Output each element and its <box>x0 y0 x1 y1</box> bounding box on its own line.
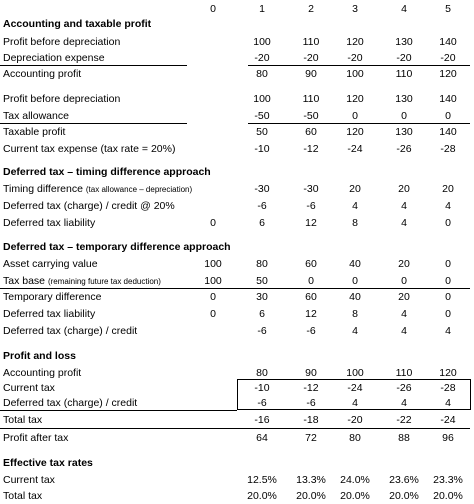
cell-y2: -12 <box>303 143 319 155</box>
cell-y4: -20 <box>396 52 412 64</box>
cell-y2: 72 <box>305 432 317 444</box>
cell-y2: -18 <box>303 414 319 426</box>
section-heading-effective-tax-rates <box>0 456 474 470</box>
cell-y3: 100 <box>346 367 364 379</box>
row-label: Current tax <box>3 474 55 486</box>
section-heading-timing <box>0 165 474 179</box>
cell-y3: 120 <box>346 126 364 138</box>
row-label: Total tax <box>3 414 43 426</box>
cell-y4: -26 <box>396 143 412 155</box>
cell-y3: 8 <box>352 308 358 320</box>
cell-y2: -12 <box>303 382 319 394</box>
cell-y1: 64 <box>256 432 268 444</box>
cell-y1: 80 <box>256 258 268 270</box>
table-row <box>0 489 474 503</box>
divider <box>248 123 470 124</box>
cell-y5: 140 <box>439 126 457 138</box>
row-label: Accounting profit <box>3 68 82 80</box>
cell-y4: 4 <box>401 200 407 212</box>
cell-y3: 80 <box>349 432 361 444</box>
cell-y5: 4 <box>445 200 451 212</box>
cell-y5: 0 <box>445 258 451 270</box>
cell-y1: 80 <box>256 68 268 80</box>
cell-y2: 0 <box>308 275 314 287</box>
row-label: Profit before depreciation <box>3 93 121 105</box>
cell-y2: 90 <box>305 68 317 80</box>
cell-y5: 96 <box>442 432 454 444</box>
cell-y5: 140 <box>439 36 457 48</box>
row-label: Taxable profit <box>3 126 66 138</box>
cell-y3: 24.0% <box>340 474 370 486</box>
divider <box>0 410 237 411</box>
cell-y3: 4 <box>352 200 358 212</box>
cell-y5: -20 <box>440 52 456 64</box>
cell-y1: 50 <box>256 275 268 287</box>
cell-y3: 0 <box>352 110 358 122</box>
cell-y1: -30 <box>254 183 270 195</box>
cell-y1: 6 <box>259 308 265 320</box>
cell-y5: 0 <box>445 217 451 229</box>
row-label: Accounting profit <box>3 367 82 379</box>
cell-y2: -20 <box>303 52 319 64</box>
cell-y4: 4 <box>401 397 407 409</box>
cell-y1: -10 <box>254 382 270 394</box>
cell-y2: 60 <box>305 258 317 270</box>
cell-y3: 120 <box>346 93 364 105</box>
cell-y4: 20 <box>398 183 410 195</box>
divider <box>0 288 470 289</box>
cell-y5: 120 <box>439 68 457 80</box>
table-row <box>0 473 474 487</box>
table-row <box>0 199 474 213</box>
row-label-note: (remaining future tax deduction) <box>47 277 161 286</box>
cell-y1: 30 <box>256 291 268 303</box>
table-row <box>0 413 474 427</box>
table-row <box>0 274 474 288</box>
row-label: Deferred tax liability <box>3 308 96 320</box>
year-0: 0 <box>210 3 216 15</box>
cell-y2: -6 <box>306 397 316 409</box>
cell-y1: 12.5% <box>247 474 277 486</box>
cell-y3: 120 <box>346 36 364 48</box>
cell-y4: 4 <box>401 217 407 229</box>
cell-y5: 4 <box>445 397 451 409</box>
divider <box>248 65 470 66</box>
cell-y2: -50 <box>303 110 319 122</box>
cell-y0: 0 <box>210 291 216 303</box>
cell-y3: 20 <box>349 183 361 195</box>
cell-y4: 130 <box>395 93 413 105</box>
row-label: Profit before depreciation <box>3 36 121 48</box>
cell-y5: 0 <box>445 308 451 320</box>
cell-y2: 12 <box>305 308 317 320</box>
cell-y2: -30 <box>303 183 319 195</box>
cell-y0: 0 <box>210 217 216 229</box>
cell-y4: -22 <box>396 414 412 426</box>
year-2: 2 <box>308 3 314 15</box>
cell-y2: 20.0% <box>296 490 326 502</box>
cell-y1: 100 <box>253 93 271 105</box>
cell-y5: 140 <box>439 93 457 105</box>
cell-y1: -6 <box>257 200 267 212</box>
cell-y5: -24 <box>440 414 456 426</box>
table-row <box>0 396 474 410</box>
cell-y3: -20 <box>347 414 363 426</box>
cell-y3: -24 <box>347 382 363 394</box>
divider <box>0 428 470 429</box>
row-label: Temporary difference <box>3 291 102 303</box>
cell-y3: 0 <box>352 275 358 287</box>
cell-y5: 23.3% <box>433 474 463 486</box>
cell-y2: -6 <box>306 325 316 337</box>
table-row <box>0 182 474 196</box>
section-title: Profit and loss <box>3 350 76 362</box>
row-label-note: (tax allowance – depreciation) <box>85 185 193 194</box>
row-label: Timing difference (tax allowance – depreciation) <box>3 183 193 195</box>
cell-y5: -28 <box>440 382 456 394</box>
cell-y4: 20.0% <box>389 490 419 502</box>
cell-y4: 20 <box>398 258 410 270</box>
year-4: 4 <box>401 3 407 15</box>
table-row <box>0 142 474 156</box>
section-title: Effective tax rates <box>3 457 93 469</box>
cell-y4: 130 <box>395 126 413 138</box>
cell-y2: 60 <box>305 126 317 138</box>
cell-y2: 110 <box>302 36 320 48</box>
cell-y1: -6 <box>257 397 267 409</box>
cell-y5: 0 <box>445 110 451 122</box>
cell-y4: 130 <box>395 36 413 48</box>
cell-y5: 20.0% <box>433 490 463 502</box>
cell-y4: 20 <box>398 291 410 303</box>
cell-y2: 110 <box>302 93 320 105</box>
cell-y1: 6 <box>259 217 265 229</box>
table-row <box>0 92 474 106</box>
row-label: Deferred tax (charge) / credit <box>3 397 138 409</box>
year-5: 5 <box>445 3 451 15</box>
cell-y3: 8 <box>352 217 358 229</box>
cell-y2: 13.3% <box>296 474 326 486</box>
cell-y2: -6 <box>306 200 316 212</box>
divider <box>0 65 187 66</box>
cell-y0: 100 <box>204 258 222 270</box>
cell-y4: -26 <box>396 382 412 394</box>
cell-y4: 88 <box>398 432 410 444</box>
cell-y3: 4 <box>352 325 358 337</box>
cell-y1: -20 <box>254 52 270 64</box>
divider <box>0 123 187 124</box>
section-title: Accounting and taxable profit <box>3 18 152 30</box>
row-label: Asset carrying value <box>3 258 98 270</box>
cell-y1: -10 <box>254 143 270 155</box>
cell-y3: -20 <box>347 52 363 64</box>
table-row <box>0 366 474 380</box>
cell-y4: 23.6% <box>389 474 419 486</box>
cell-y4: 0 <box>401 275 407 287</box>
row-label: Total tax <box>3 490 43 502</box>
table-row <box>0 257 474 271</box>
cell-y3: -24 <box>347 143 363 155</box>
row-label: Deferred tax (charge) / credit @ 20% <box>3 200 175 212</box>
cell-y4: 4 <box>401 308 407 320</box>
row-label: Tax base (remaining future tax deduction) <box>3 275 161 287</box>
cell-y0: 0 <box>210 308 216 320</box>
cell-y5: -28 <box>440 143 456 155</box>
row-label: Current tax expense (tax rate = 20%) <box>3 143 176 155</box>
section-title: Deferred tax – timing difference approach <box>3 166 211 178</box>
cell-y1: 80 <box>256 367 268 379</box>
row-label: Deferred tax liability <box>3 217 96 229</box>
table-row <box>0 307 474 321</box>
cell-y5: 120 <box>439 367 457 379</box>
table-row <box>0 67 474 81</box>
cell-y1: -50 <box>254 110 270 122</box>
cell-y3: 100 <box>346 68 364 80</box>
cell-y1: 50 <box>256 126 268 138</box>
year-3: 3 <box>352 3 358 15</box>
cell-y4: 0 <box>401 110 407 122</box>
table-row <box>0 216 474 230</box>
table-row <box>0 381 474 395</box>
row-label: Tax allowance <box>3 110 69 122</box>
section-heading-temporary <box>0 240 474 254</box>
cell-y4: 110 <box>395 367 413 379</box>
cell-y2: 60 <box>305 291 317 303</box>
cell-y3: 40 <box>349 258 361 270</box>
row-label: Current tax <box>3 382 55 394</box>
section-heading-profit-loss <box>0 349 474 363</box>
table-row <box>0 109 474 123</box>
section-title: Deferred tax – temporary difference approach <box>3 241 231 253</box>
section-heading-accounting <box>0 17 474 31</box>
table-row <box>0 51 474 65</box>
cell-y3: 40 <box>349 291 361 303</box>
cell-y1: 20.0% <box>247 490 277 502</box>
cell-y4: 4 <box>401 325 407 337</box>
cell-y5: 20 <box>442 183 454 195</box>
cell-y0: 100 <box>204 275 222 287</box>
year-header-row <box>0 2 474 16</box>
table-row <box>0 431 474 445</box>
cell-y3: 4 <box>352 397 358 409</box>
row-label: Profit after tax <box>3 432 69 444</box>
cell-y5: 4 <box>445 325 451 337</box>
table-row <box>0 290 474 304</box>
row-label: Deferred tax (charge) / credit <box>3 325 138 337</box>
year-1: 1 <box>259 3 265 15</box>
cell-y1: -16 <box>254 414 270 426</box>
table-row <box>0 324 474 338</box>
cell-y5: 0 <box>445 275 451 287</box>
cell-y1: -6 <box>257 325 267 337</box>
table-row <box>0 35 474 49</box>
cell-y2: 90 <box>305 367 317 379</box>
table-row <box>0 125 474 139</box>
cell-y2: 12 <box>305 217 317 229</box>
cell-y3: 20.0% <box>340 490 370 502</box>
cell-y5: 0 <box>445 291 451 303</box>
cell-y1: 100 <box>253 36 271 48</box>
cell-y4: 110 <box>395 68 413 80</box>
row-label: Depreciation expense <box>3 52 105 64</box>
